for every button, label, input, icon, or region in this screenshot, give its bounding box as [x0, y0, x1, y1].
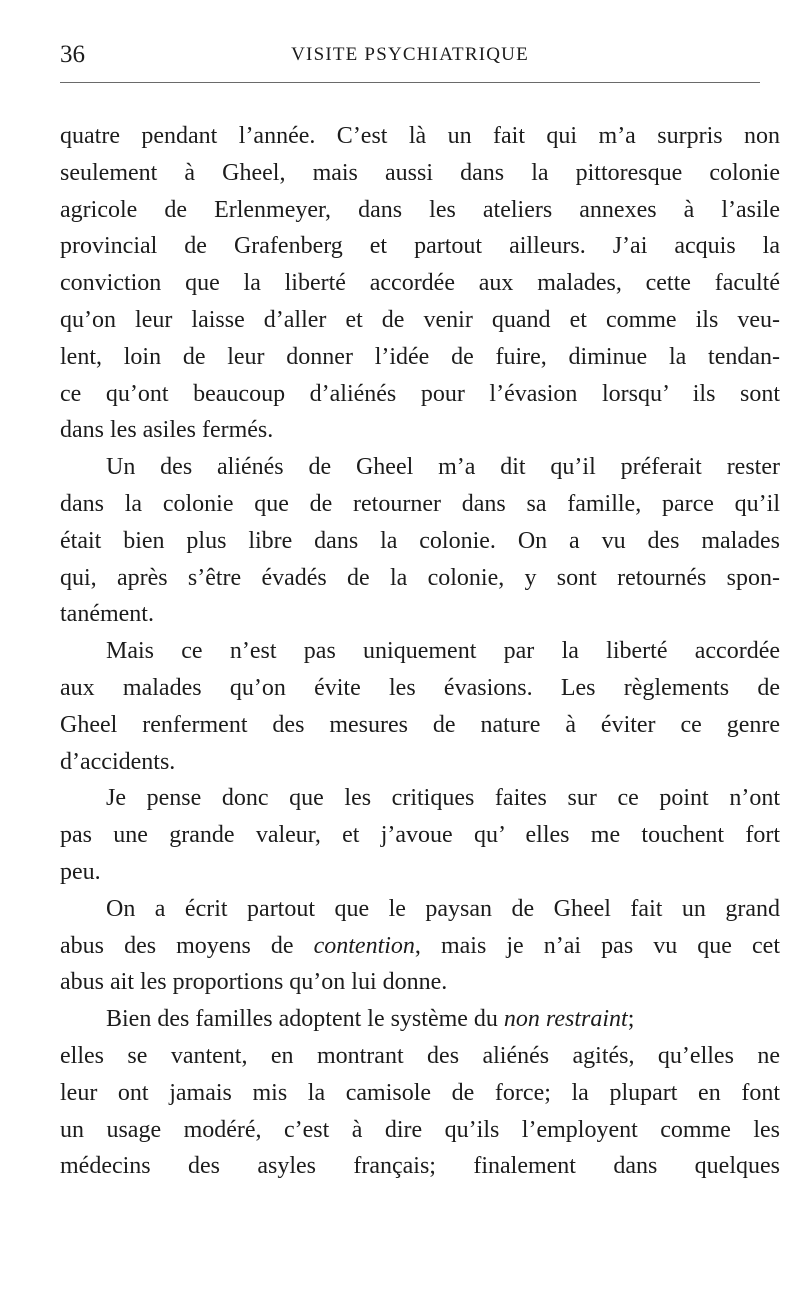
text-line: leur ont jamais mis la camisole de force; la plupart en font	[60, 1079, 780, 1106]
text-line: abus ait les proportions qu’on lui donne.	[60, 969, 448, 996]
italic-term: non restraint	[503, 1006, 628, 1033]
text-line: Gheel renferment des mesures de nature à éviter ce genre	[60, 711, 780, 738]
text-line: qui, après s’être évadés de la colonie, y sont retournés spon-	[60, 564, 780, 591]
text-line: peu.	[60, 858, 101, 885]
text-line: dans les asiles fermés.	[60, 417, 274, 444]
text-segment: Bien des familles adoptent le système du	[106, 1006, 504, 1033]
page-number: 36	[60, 41, 85, 68]
text-line: était bien plus libre dans la colonie. On a vu des malades	[60, 527, 780, 554]
running-head	[60, 40, 760, 76]
paragraph-first-line	[60, 1001, 780, 1038]
text-line: ce qu’ont beaucoup d’aliénés pour l’évasion lorsqu’ ils sont	[60, 380, 780, 407]
text-line	[60, 928, 780, 965]
paragraph-first-line: Mais ce n’est pas uniquement par la liberté accordée	[106, 638, 780, 665]
paragraph-first-line: Je pense donc que les critiques faites sur ce point n’ont	[106, 785, 780, 812]
text-line: agricole de Erlenmeyer, dans les ateliers annexes à l’asile	[60, 196, 780, 223]
paragraph-first-line: Un des aliénés de Gheel m’a dit qu’il préferait rester	[106, 454, 780, 481]
italic-term: contention	[313, 932, 415, 959]
header-rule	[60, 82, 760, 83]
text-line: d’accidents.	[60, 748, 176, 775]
text-line: quatre pendant l’année. C’est là un fait qui m’a surpris non	[60, 123, 780, 149]
text-line: dans la colonie que de retourner dans sa famille, parce qu’il	[60, 490, 780, 517]
text-line: pas une grande valeur, et j’avoue qu’ elles me touchent fort	[60, 822, 780, 849]
text-line: lent, loin de leur donner l’idée de fuire, diminue la tendan-	[60, 343, 780, 370]
paragraph-first-line: On a écrit partout que le paysan de Gheel fait un grand	[106, 895, 780, 922]
running-title: VISITE PSYCHIATRIQUE	[291, 44, 529, 65]
text-segment: abus des moyens de	[60, 932, 314, 959]
text-line: qu’on leur laisse d’aller et de venir quand et comme ils veu-	[60, 306, 780, 333]
text-segment: , mais je n’ai pas vu que cet	[414, 932, 781, 959]
body-text	[60, 118, 780, 1185]
text-line: médecins des asyles français; finalement dans quelques	[60, 1153, 780, 1180]
text-line: aux malades qu’on évite les évasions. Les règlements de	[60, 674, 780, 701]
text-line: elles se vantent, en montrant des aliénés agités, qu’elles ne	[60, 1042, 780, 1069]
text-line: un usage modéré, c’est à dire qu’ils l’employent comme les	[60, 1116, 780, 1143]
text-line: provincial de Grafenberg et partout ailleurs. J’ai acquis la	[60, 233, 780, 260]
text-segment: ;	[627, 1006, 635, 1033]
text-line: tanément.	[60, 601, 154, 628]
text-line: seulement à Gheel, mais aussi dans la pittoresque colonie	[60, 159, 780, 186]
text-line: conviction que la liberté accordée aux malades, cette faculté	[60, 270, 780, 297]
